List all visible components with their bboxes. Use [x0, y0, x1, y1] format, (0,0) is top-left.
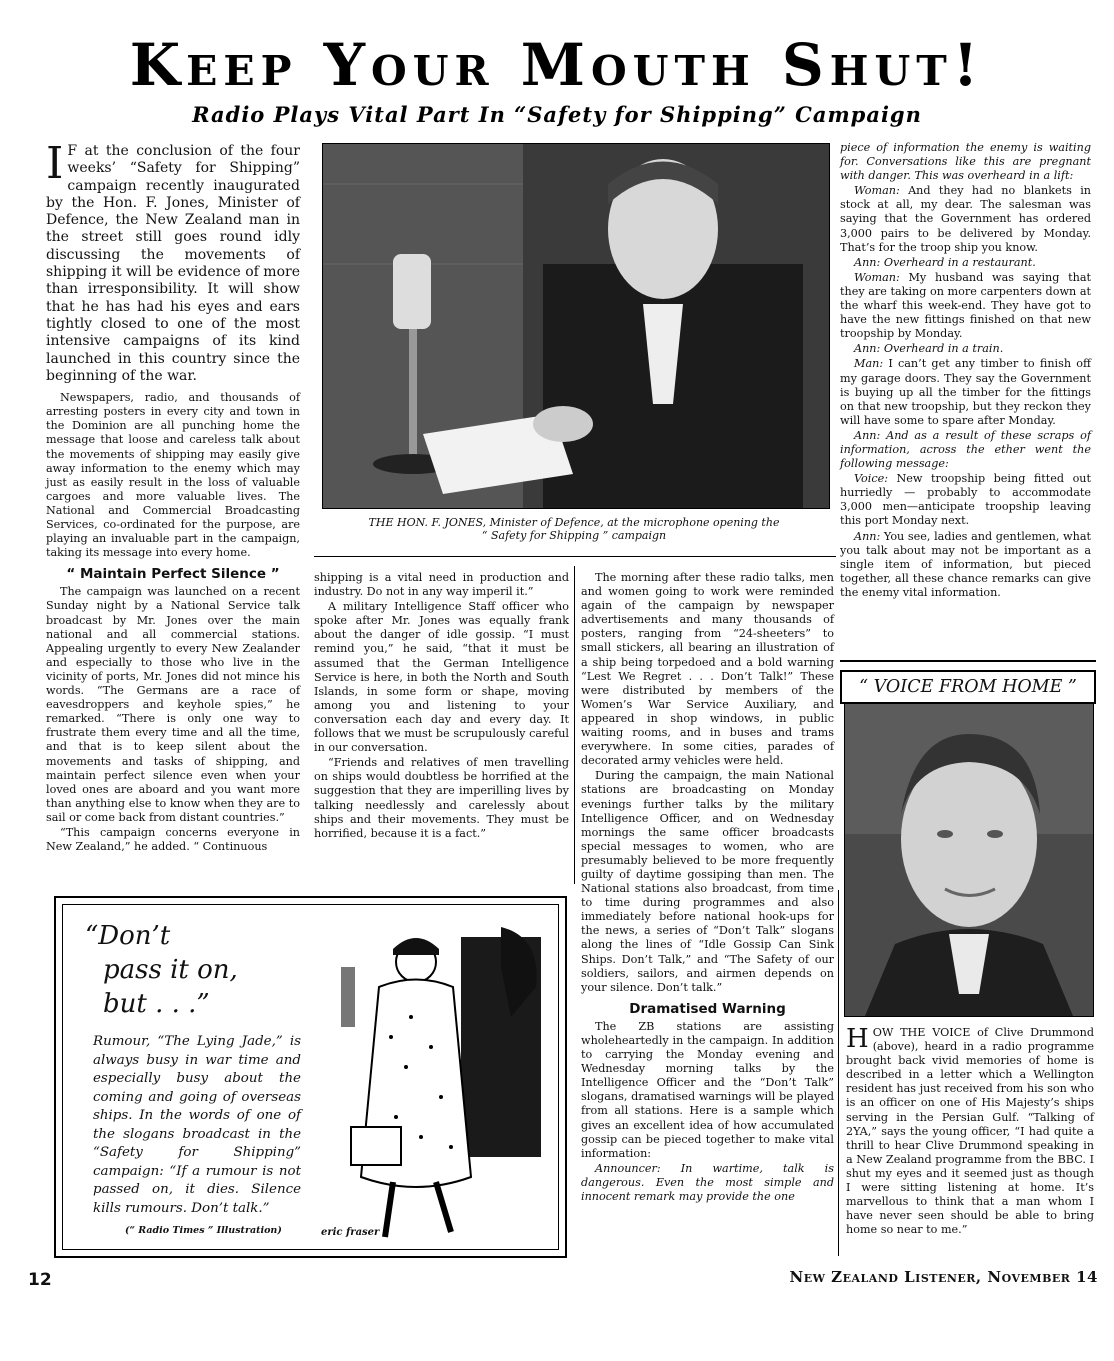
column-1-body	[46, 391, 300, 854]
paragraph: “This campaign concerns everyone in New Zealand,” he added. “ Continuous	[46, 825, 300, 854]
publication-footer: New Zealand Listener, November 14	[789, 1268, 1098, 1286]
speaker-label: Man:	[854, 357, 884, 371]
drop-cap: H	[846, 1024, 869, 1054]
paragraph: Announcer: In wartime, talk is dangerous. Even the most simple and innocent remark may provide the one	[581, 1161, 834, 1204]
caption-line-1: THE HON. F. JONES, Minister of Defence, at the microphone opening the	[368, 516, 780, 529]
column-3	[581, 571, 834, 1205]
portrait-illustration	[845, 704, 1093, 1016]
dialogue-line	[840, 530, 1091, 600]
dont-pass-it-on-box	[54, 896, 567, 1258]
dialogue-line	[840, 357, 1091, 427]
box-credit: (“ Radio Times ” Illustration)	[125, 1225, 282, 1236]
subheadline: Radio Plays Vital Part In “Safety for Shipping” Campaign	[192, 102, 922, 127]
paragraph: piece of information the enemy is waiting for. Conversations like this are pregnant with danger. This was overheard in a lift:	[840, 141, 1091, 183]
photo-caption	[316, 516, 832, 542]
paragraph: A military Intelligence Staff officer who spoke after Mr. Jones was equally frank about the danger of idle gossip. “I must remind you,” he said, “that it must be assumed that the German Intelligence Service is here, in both the North and South Islands, in some form or shape, moving among you and listening to your conversation each day and every day. It follows that we must be scrupulously careful in our conversation.	[314, 600, 569, 755]
column-4-rule	[840, 660, 1096, 662]
voice-text: OW THE VOICE of Clive Drummond (above), heard in a radio programme brought back vivid memories of home is described in a letter which a Wellington resident has just received from his son who is an officer on one of His Majesty’s ships serving in the Persian Gulf. “Talking of 2YA,” says the young officer, “I had quite a thrill to hear Clive Drummond speaking in a New Zealand programme from the BBC. I shut my eyes and it seemed just as though I were sitting listening at home. It’s marvellous to think that a man whom I have never seen should be able to bring home so near to me.”	[846, 1026, 1094, 1237]
speaker-label: Woman:	[854, 270, 900, 284]
column-1	[46, 138, 300, 855]
illustrator-signature: eric fraser	[321, 1227, 380, 1238]
paragraph: Newspapers, radio, and thousands of arresting posters in every city and town in the Dominion are all punching home the message that loose and careless talk about the movements of shipping may easily give away information to the enemy which may just as easily result in the loss of valuable cargoes and more valuable lives. The National and Commercial Broadcasting Services, co-ordinated for the purpose, are playing an invaluable part in the campaign, taking its message into every home.	[46, 391, 300, 560]
dialogue-line: Ann: Overheard in a train.	[854, 342, 1004, 356]
rumour-illustration	[311, 927, 551, 1249]
dialogue-text: New troopship being fitted out hurriedly — probably to accommodate 3,000 men—anticipate troopship leaving this port Monday next.	[840, 472, 1091, 528]
page-number: 12	[28, 1270, 52, 1290]
box-title-line-1: “Don’t	[85, 921, 171, 951]
dialogue-line	[840, 271, 1091, 341]
dialogue-line	[840, 184, 1091, 254]
headline: Keep Your Mouth Shut!	[129, 31, 985, 99]
paragraph: During the campaign, the main National stations are broadcasting on Monday evenings further talks by the military Intelligence Officer, and on Wednesday mornings the same officer broadcasts special messages to women, who are presumably believed to be more frequently guilty of daytime gossiping than men. The National stations also broadcast, from time to time during programmes and also immediately before national hook-ups for the news, a series of “Don’t Talk” slogans along the lines of “Idle Gossip Can Sink Ships. Don’t Talk,” and “The Safety of our soldiers, sailors, and airmen depends on your silence. Don’t talk.”	[581, 769, 834, 994]
gossip-figure-illustration	[311, 927, 551, 1249]
paragraph: The campaign was launched on a recent Sunday night by a National Service talk broadcast by Mr. Jones over the main national and all commercial stations. Appealing urgently to every New Zealander and especially to those who live in the vicinity of ports, Mr. Jones did not mince his words. “The Germans are a race of eavesdroppers and keyhole spies,” he remarked. “There is only one way to frustrate them every time and all the time, and that is to keep silent about the movements and tasks of shipping, and maintain perfect silence even when your loved ones are aboard and you want more than anything else to know when they are to sail or come back from distant countries.”	[46, 585, 300, 824]
box-title-line-3: but . . .”	[103, 989, 210, 1019]
dialogue-text: My husband was saying that they are taking on more carpenters down at the wharf this week-end. They have got to have the new fittings finished on that new troopship by Monday.	[840, 270, 1091, 341]
paragraph	[846, 1026, 1094, 1237]
caption-rule	[314, 556, 836, 557]
dialogue-line: Ann: Overheard in a restaurant.	[854, 255, 1036, 269]
caption-line-2: “ Safety for Shipping ” campaign	[481, 529, 667, 542]
column-divider	[574, 566, 575, 884]
dialogue-line	[840, 472, 1091, 528]
column-divider	[838, 890, 839, 1256]
box-body: Rumour, “The Lying Jade,” is always busy in war time and especially busy about the coming and going of overseas ships. In the words of one of the slogans broadcast in the “Safety for Shipping” campaign: “If a rumour is not passed on, it dies. Silence kills rumours. Don’t talk.”	[93, 1034, 301, 1216]
paragraph: shipping is a vital need in production and industry. Do not in any way imperil it.”	[314, 571, 569, 599]
speaker-label: Voice:	[854, 472, 889, 486]
section-heading-silence: “ Maintain Perfect Silence ”	[66, 566, 280, 583]
lead-paragraph	[46, 138, 300, 385]
column-2	[314, 571, 569, 842]
column-4	[840, 141, 1091, 601]
speaker-label: Ann:	[854, 529, 881, 543]
microphone-icon	[393, 254, 431, 329]
voice-from-home-title-box	[840, 670, 1096, 704]
dialogue-text: And they had no blankets in stock at all, my dear. The salesman was saying that the Government has ordered 3,000 pairs to be delivered by Monday. That’s for the troop ship you know.	[840, 184, 1091, 254]
dialogue-line: Ann: And as a result of these scraps of information, across the ether went the following message:	[840, 428, 1091, 471]
section-heading-dramatised: Dramatised Warning	[629, 1000, 786, 1017]
box-title-line-2: pass it on,	[103, 955, 238, 985]
drop-cap: I	[46, 138, 64, 189]
paragraph: The ZB stations are assisting wholeheartedly in the campaign. In addition to carrying the Monday evening and Wednesday morning talks by the Intelligence Officer and the “Don’t Talk” slogans, dramatised warnings will be played from all stations. Here is a sample which gives an excellent idea of how accumulated gossip can be pieced together to make vital information:	[581, 1019, 834, 1160]
dialogue-text: I can’t get any timber to finish off my garage doors. They say the Government is buying up all the timber for the fittings on that new troopship, but they reckon they will have some to spare after Monday.	[840, 357, 1091, 427]
voice-from-home-text	[846, 1026, 1094, 1238]
dont-pass-it-on-inner	[62, 904, 559, 1250]
paragraph: “Friends and relatives of men travelling on ships would doubtless be horrified at the suggestion that they are imperilling lives by talking needlessly and carelessly about ships and their movements. They must be horrified, because it is a fact.”	[314, 756, 569, 840]
photo-minister-microphone	[322, 143, 830, 509]
paragraph: The morning after these radio talks, men and women going to work were reminded again of the campaign by newspaper advertisements and many thousands of posters, ranging from “24-sheeters” to small stickers, all bearing an illustration of a ship being torpedoed and a bold warning “Lest We Regret . . . Don’t Talk!” These were distributed by members of the Women’s War Service Auxiliary, and appeared in shop windows, in public waiting rooms, and in buses and trams everywhere. In some cities, parades of decorated army vehicles were held.	[581, 571, 834, 768]
speaker-label: Woman:	[854, 184, 900, 198]
dialogue-text: You see, ladies and gentlemen, what you talk about may not be important as a single item of information, but pieced together, all these chance remarks can give the enemy vital information.	[840, 529, 1091, 599]
lead-text: F at the conclusion of the four weeks’ “Safety for Shipping” campaign recently inaugurated by the Hon. F. Jones, Minister of Defence, the New Zealand man in the street still goes round idly discussing the movements of shipping it will be evidence of more than irresponsibility. It will show that he has had his eyes and ears tightly closed to one of the most intensive campaigns of its kind launched in this country since the beginning of the war.	[46, 143, 300, 384]
photo-clive-drummond	[844, 703, 1094, 1017]
voice-from-home-title: “ VOICE FROM HOME ”	[859, 677, 1077, 697]
minister-photo-illustration	[323, 144, 829, 508]
